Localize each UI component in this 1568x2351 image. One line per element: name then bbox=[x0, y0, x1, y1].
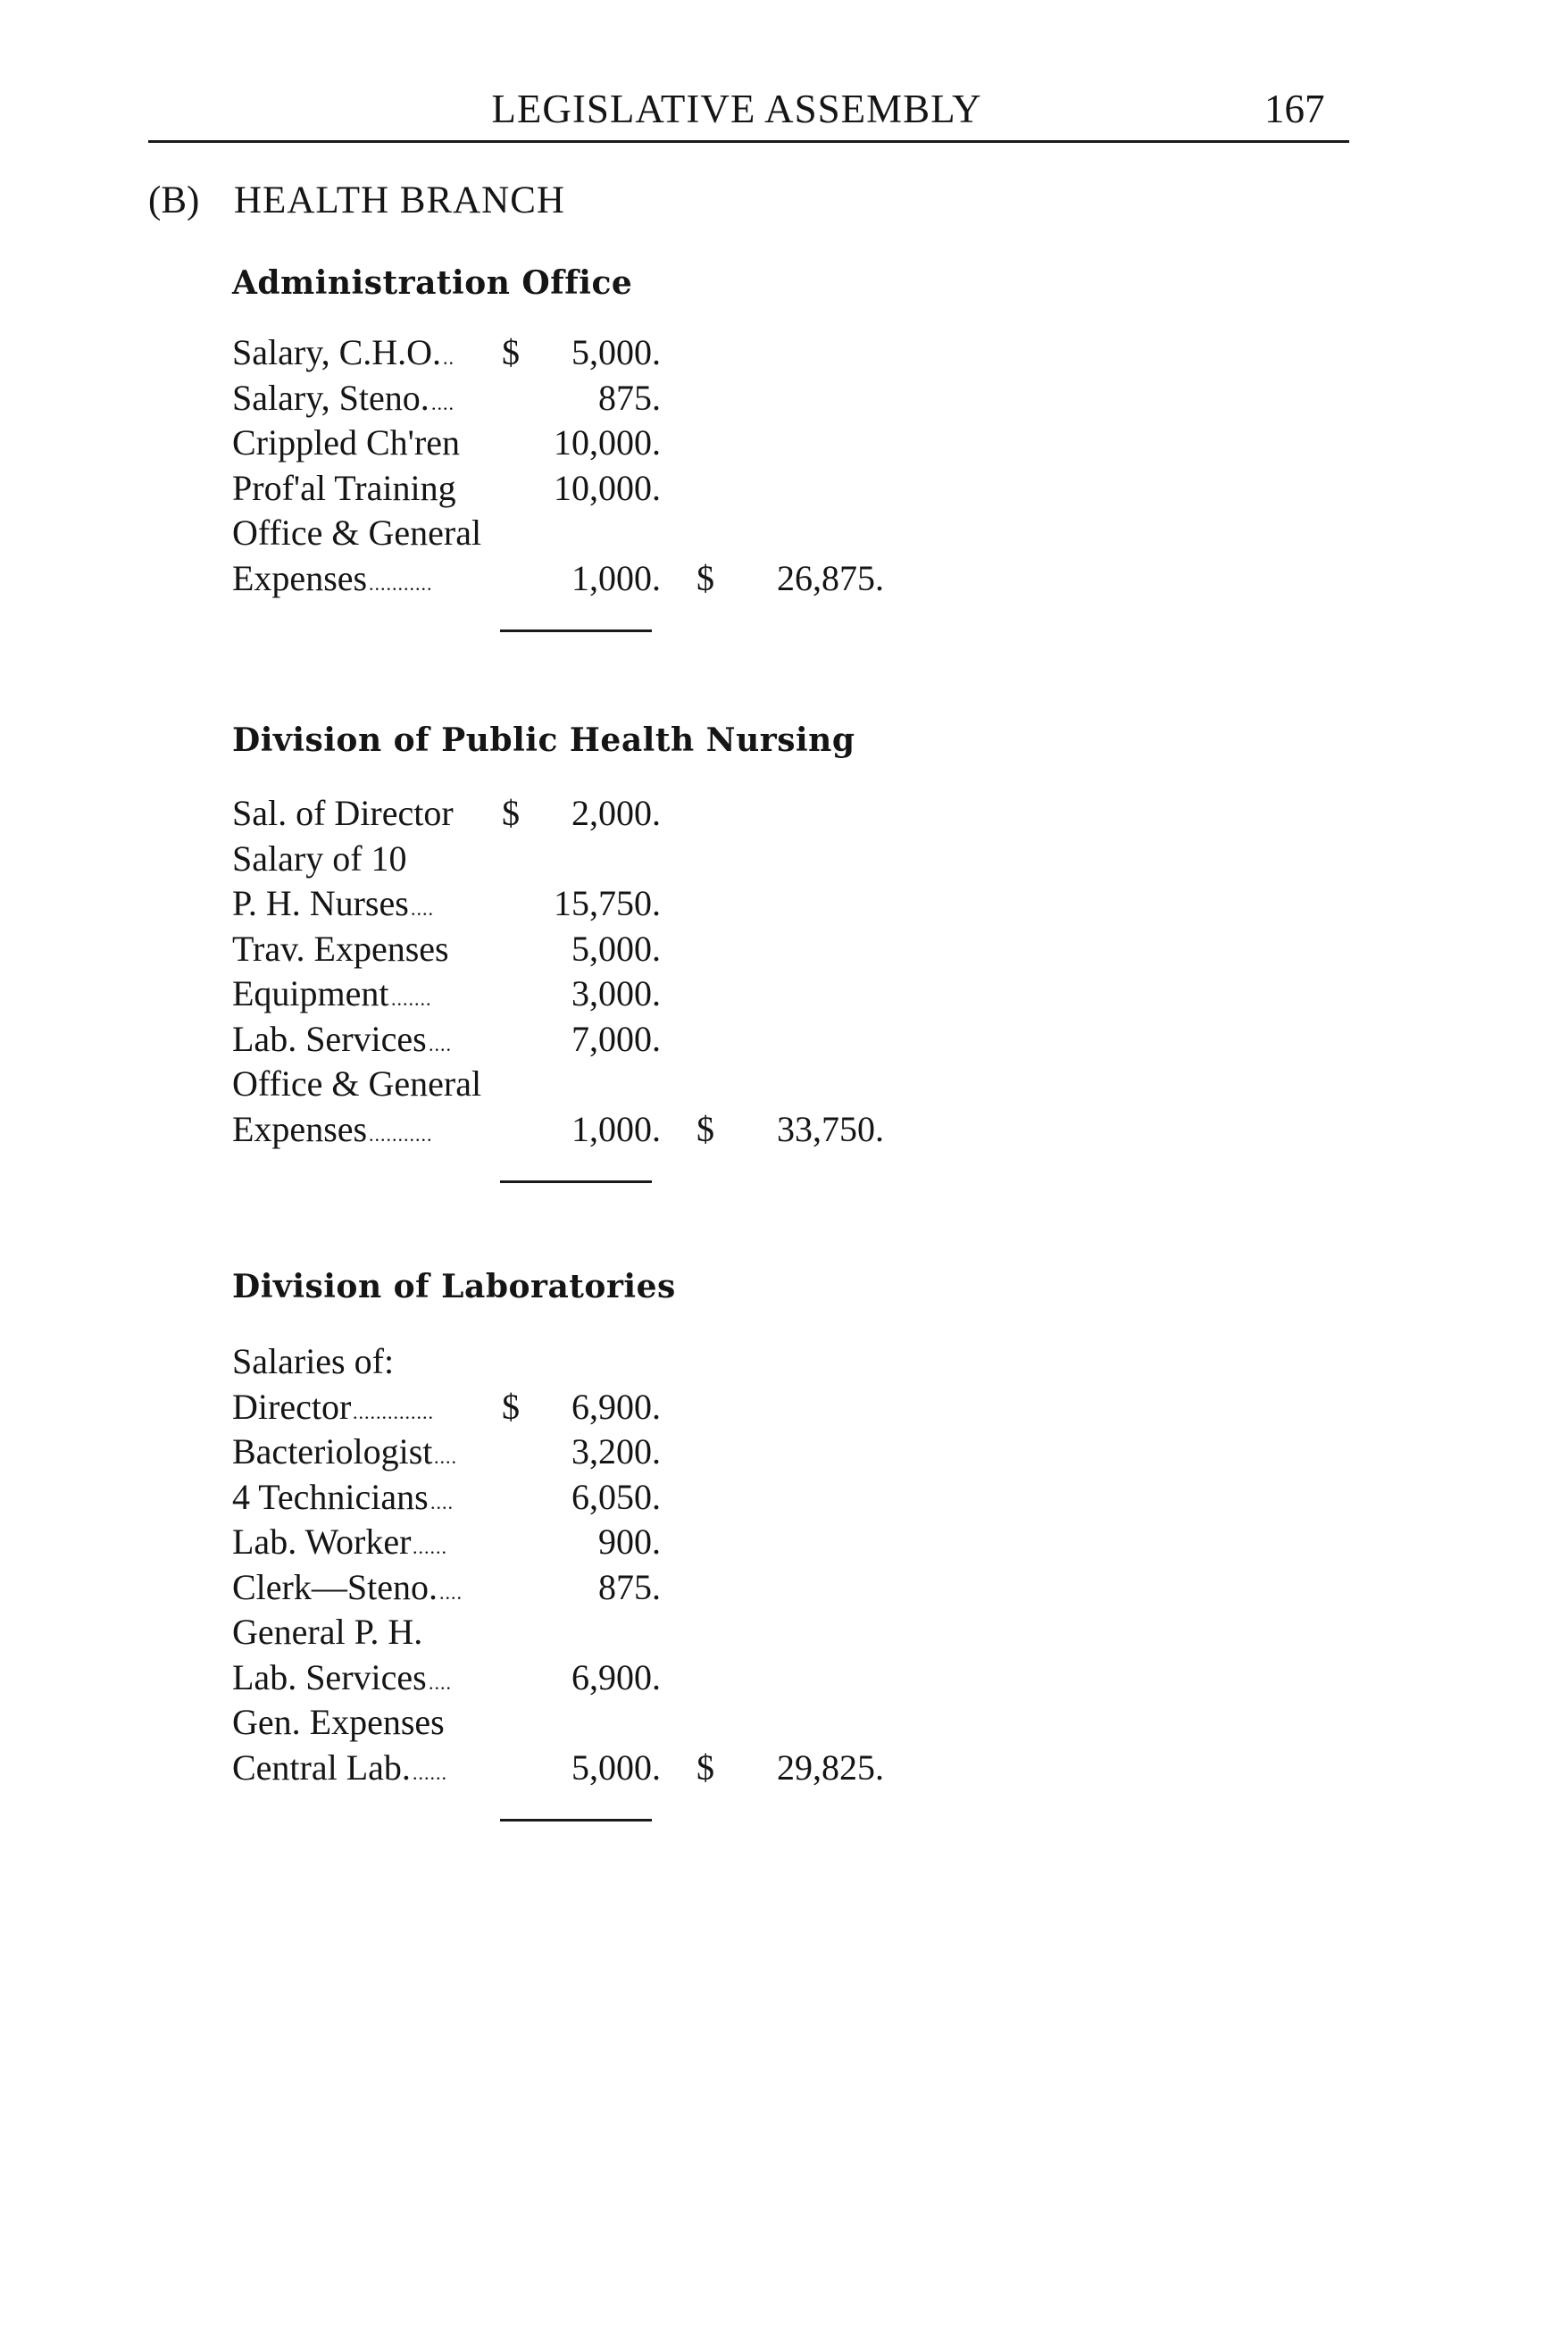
line-item-amount: 1,000. bbox=[571, 557, 661, 598]
line-item-amount: 5,000. bbox=[571, 1747, 661, 1788]
line-item bbox=[232, 1430, 1214, 1474]
line-item-label: Sal. of Director bbox=[232, 793, 454, 833]
line-item-amount: 3,000. bbox=[571, 973, 661, 1013]
line-item bbox=[232, 837, 1214, 881]
line-item-amount: 6,900. bbox=[571, 1386, 661, 1427]
line-item-label: Equipment bbox=[232, 973, 389, 1013]
line-item-amount: 5,000. bbox=[571, 928, 661, 969]
line-item-label: Lab. Services bbox=[232, 1018, 427, 1059]
line-item bbox=[232, 1339, 1214, 1384]
leader-dots: ........... bbox=[369, 571, 433, 595]
dollar-sign: $ bbox=[502, 1386, 520, 1427]
line-item bbox=[232, 1700, 1214, 1745]
section-total: 26,875. bbox=[777, 557, 884, 598]
line-item-amount: 1,000. bbox=[571, 1108, 661, 1149]
line-item-label: Bacteriologist bbox=[232, 1431, 433, 1471]
line-item bbox=[232, 881, 1214, 926]
line-item bbox=[232, 511, 1214, 555]
line-item bbox=[232, 1610, 1214, 1655]
line-item-amount: 7,000. bbox=[571, 1018, 661, 1059]
line-item-amount: 6,050. bbox=[571, 1476, 661, 1517]
line-item bbox=[232, 466, 1214, 511]
line-item bbox=[232, 330, 1214, 375]
line-item bbox=[232, 1746, 1214, 1790]
line-item bbox=[232, 421, 1214, 465]
line-item bbox=[232, 971, 1214, 1016]
line-item bbox=[232, 376, 1214, 421]
line-item-label: Expenses bbox=[232, 1108, 368, 1149]
line-item-label: Gen. Expenses bbox=[232, 1702, 445, 1742]
line-item-label: Expenses bbox=[232, 557, 368, 598]
total-dollar-sign: $ bbox=[696, 557, 714, 598]
line-item bbox=[232, 1475, 1214, 1520]
line-item-label: 4 Technicians bbox=[232, 1476, 429, 1517]
line-item-label: Lab. Worker bbox=[232, 1521, 412, 1562]
line-item bbox=[232, 1655, 1214, 1700]
line-item bbox=[232, 1107, 1214, 1152]
line-item bbox=[232, 1385, 1214, 1430]
dollar-sign: $ bbox=[502, 793, 520, 833]
line-item bbox=[232, 1565, 1214, 1610]
line-item-label: Salary, C.H.O. bbox=[232, 332, 442, 372]
line-item-amount: 2,000. bbox=[571, 793, 661, 833]
line-item-label: Central Lab. bbox=[232, 1747, 411, 1788]
line-item-amount: 15,750. bbox=[554, 883, 661, 923]
line-item-label: General P. H. bbox=[232, 1612, 423, 1652]
leader-dots: .... bbox=[429, 1032, 452, 1055]
line-item bbox=[232, 1062, 1214, 1106]
leader-dots: ....... bbox=[391, 988, 432, 1010]
line-item-amount: 6,900. bbox=[571, 1656, 661, 1697]
leader-dots: .... bbox=[430, 1490, 454, 1513]
line-item-amount: 5,000. bbox=[571, 332, 661, 372]
leader-dots: .... bbox=[429, 1671, 452, 1694]
running-header-title: LEGISLATIVE ASSEMBLY bbox=[491, 87, 982, 131]
leader-dots: .. bbox=[443, 346, 455, 369]
total-dollar-sign: $ bbox=[696, 1108, 714, 1149]
line-item-amount: 900. bbox=[598, 1521, 661, 1562]
leader-dots: ...... bbox=[413, 1761, 447, 1784]
section-title: Division of Laboratories bbox=[232, 1268, 676, 1305]
line-item-label: P. H. Nurses bbox=[232, 883, 409, 923]
line-item-amount: 10,000. bbox=[554, 467, 661, 508]
line-item bbox=[232, 927, 1214, 971]
section-end-rule bbox=[500, 629, 652, 632]
line-item bbox=[232, 556, 1214, 601]
section-title: Division of Public Health Nursing bbox=[232, 721, 855, 759]
line-item-label: Salary, Steno. bbox=[232, 377, 430, 418]
line-item-label: Office & General bbox=[232, 1063, 482, 1104]
branch-label: (B) bbox=[148, 179, 200, 221]
line-item-amount: 3,200. bbox=[571, 1431, 661, 1471]
section-total: 33,750. bbox=[777, 1108, 884, 1149]
leader-dots: .... bbox=[431, 391, 455, 414]
line-item-label: Trav. Expenses bbox=[232, 928, 449, 969]
line-item-label: Director bbox=[232, 1386, 352, 1427]
line-item-label: Salaries of: bbox=[232, 1341, 395, 1381]
leader-dots: ........... bbox=[369, 1122, 433, 1146]
line-item-amount: 875. bbox=[598, 377, 661, 418]
line-item-label: Crippled Ch'ren bbox=[232, 422, 460, 463]
line-item-label: Office & General bbox=[232, 513, 482, 553]
section-total: 29,825. bbox=[777, 1747, 884, 1788]
line-item-label: Prof'al Training bbox=[232, 467, 456, 508]
leader-dots: .... bbox=[434, 1446, 457, 1468]
section-title: Administration Office bbox=[232, 264, 633, 302]
section-end-rule bbox=[500, 1819, 652, 1822]
header-rule bbox=[148, 140, 1349, 143]
line-item bbox=[232, 1017, 1214, 1062]
line-item-label: Lab. Services bbox=[232, 1656, 427, 1697]
line-item bbox=[232, 1520, 1214, 1564]
line-item-amount: 10,000. bbox=[554, 422, 661, 463]
leader-dots: .... bbox=[411, 897, 434, 920]
line-item-label: Salary of 10 bbox=[232, 838, 407, 879]
line-item-label: Clerk—Steno. bbox=[232, 1566, 438, 1607]
page-number: 167 bbox=[1264, 87, 1325, 131]
dollar-sign: $ bbox=[502, 332, 520, 372]
leader-dots: .............. bbox=[353, 1400, 434, 1423]
line-item-amount: 875. bbox=[598, 1566, 661, 1607]
line-item bbox=[232, 791, 1214, 836]
leader-dots: ...... bbox=[413, 1536, 447, 1558]
leader-dots: .... bbox=[439, 1580, 463, 1604]
section-end-rule bbox=[500, 1180, 652, 1183]
total-dollar-sign: $ bbox=[696, 1747, 714, 1788]
branch-title: HEALTH BRANCH bbox=[234, 179, 565, 221]
